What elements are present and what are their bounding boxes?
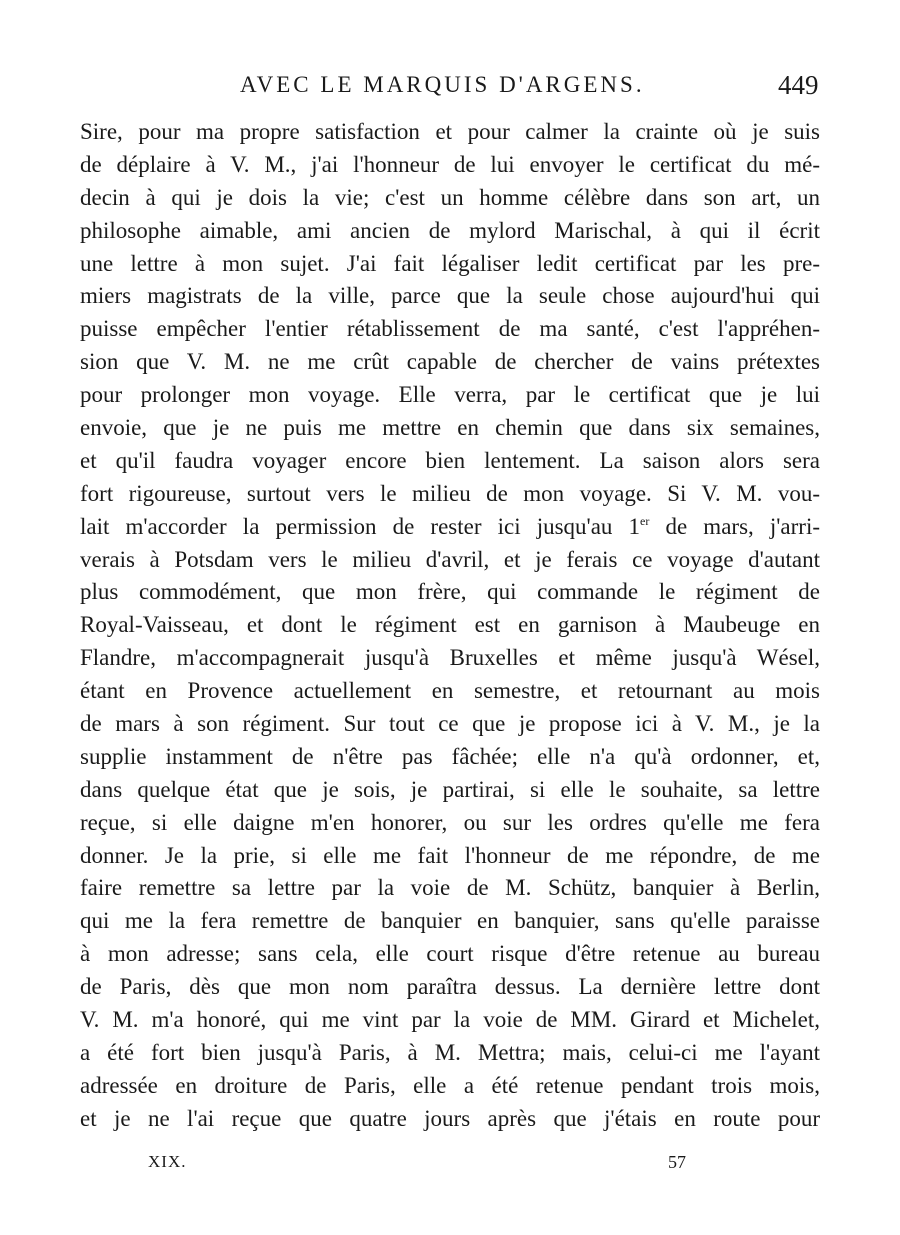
text-line: Royal-Vaisseau, et dont le régiment est en garnison à Maubeuge en [80,612,820,638]
text-line: envoie, que je ne puis me mettre en chemin que dans six semaines, [80,415,820,441]
text-line: decin à qui je dois la vie; c'est un homme célèbre dans son art, un [80,184,820,210]
page-footer [0,1152,900,1182]
page-number: 449 [778,70,819,100]
text-line: donner. Je la prie, si elle me fait l'honneur de me répondre, de me [80,842,820,868]
text-line-part: de mars, j'arri- [649,513,820,539]
running-title: AVEC LE MARQUIS D'ARGENS. [240,72,645,97]
text-line: dans quelque état que je sois, je partirai, si elle le souhaite, sa lettre [80,776,820,802]
signature-mark: XIX. [148,1152,187,1171]
text-line: de Paris, dès que mon nom paraîtra dessus. La dernière lettre dont [80,974,820,1000]
text-line: de déplaire à V. M., j'ai l'honneur de lui envoyer le certificat du mé- [80,151,820,177]
text-line: puisse empêcher l'entier rétablissement de ma santé, c'est l'appréhen- [80,316,820,342]
running-head [0,72,900,106]
text-line: a été fort bien jusqu'à Paris, à M. Mettra; mais, celui-ci me l'ayant [80,1039,820,1065]
text-line: philosophe aimable, ami ancien de mylord Marischal, à qui il écrit [80,217,820,243]
text-line: V. M. m'a honoré, qui me vint par la voie de MM. Girard et Michelet, [80,1007,820,1033]
text-line: fort rigoureuse, surtout vers le milieu de mon voyage. Si V. M. vou- [80,480,820,506]
text-line: reçue, si elle daigne m'en honorer, ou sur les ordres qu'elle me fera [80,809,820,835]
text-line: sion que V. M. ne me crût capable de chercher de vains prétextes [80,349,820,375]
text-line-part: lait m'accorder la permission de rester ici jusqu'au 1 [80,513,641,539]
text-line: étant en Provence actuellement en semestre, et retournant au mois [80,678,820,704]
text-line: à mon adresse; sans cela, elle court risque d'être retenue au bureau [80,941,820,967]
text-line: pour prolonger mon voyage. Elle verra, par le certificat que je lui [80,382,820,408]
text-line: Sire, pour ma propre satisfaction et pour calmer la crainte où je suis [80,119,820,144]
text-line: de mars à son régiment. Sur tout ce que je propose ici à V. M., je la [80,711,820,737]
text-line: et qu'il faudra voyager encore bien lentement. La saison alors sera [80,447,820,473]
text-line: une lettre à mon sujet. J'ai fait légaliser ledit certificat par les pre- [80,250,820,276]
superscript: er [640,513,650,528]
text-line: supplie instamment de n'être pas fâchée; elle n'a qu'à ordonner, et, [80,743,820,769]
body-text [80,116,820,1136]
text-line: plus commodément, que mon frère, qui commande le régiment de [80,579,820,605]
text-line: Flandre, m'accompagnerait jusqu'à Bruxelles et même jusqu'à Wésel, [80,645,820,671]
text-line: verais à Potsdam vers le milieu d'avril, et je ferais ce voyage d'autant [80,546,820,572]
sheet-number: 57 [668,1152,686,1172]
text-line: faire remettre sa lettre par la voie de M. Schütz, banquier à Berlin, [80,875,820,901]
text-line: qui me la fera remettre de banquier en banquier, sans qu'elle paraisse [80,908,820,934]
text-line [80,511,820,544]
text-line: miers magistrats de la ville, parce que la seule chose aujourd'hui qui [80,283,820,309]
text-line: et je ne l'ai reçue que quatre jours après que j'étais en route pour [80,1105,820,1131]
text-line: adressée en droiture de Paris, elle a été retenue pendant trois mois, [80,1072,820,1098]
